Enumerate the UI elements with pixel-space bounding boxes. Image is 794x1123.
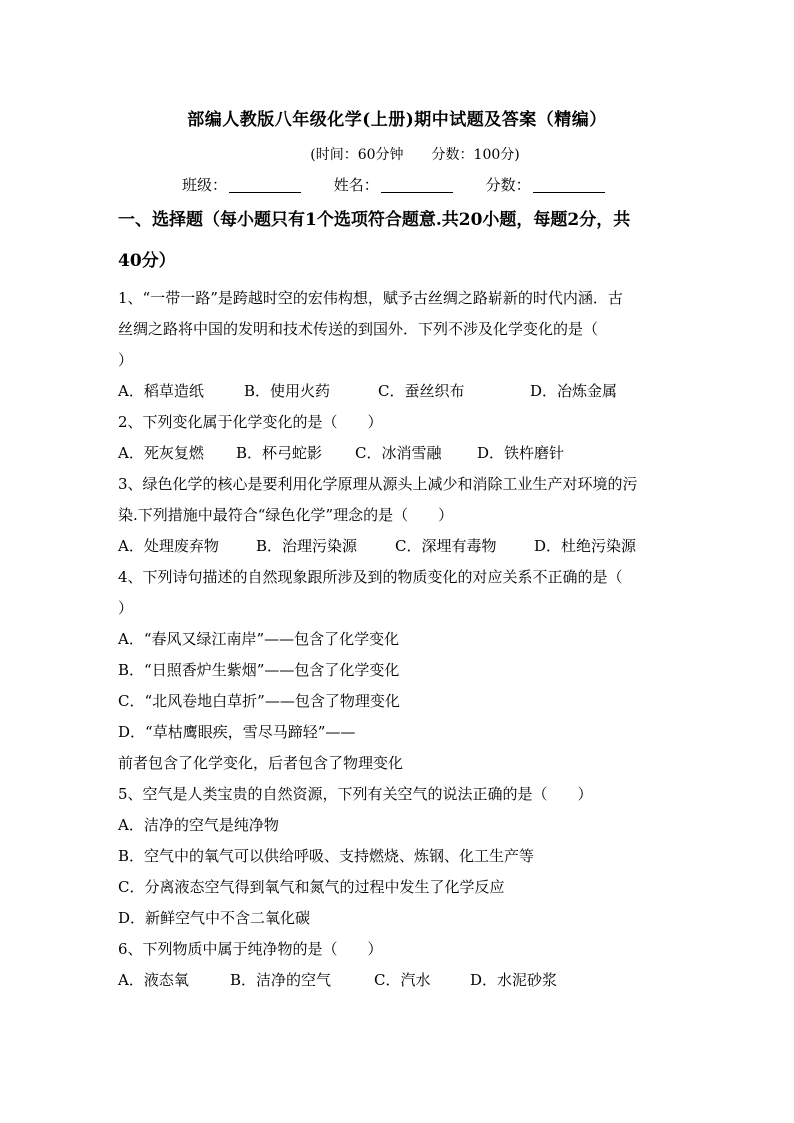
option: C．“北风卷地白草折”——包含了物理变化	[118, 692, 400, 710]
options-row	[118, 965, 680, 996]
question-text-line: 5、空气是人类宝贵的自然资源，下列有关空气的说法正确的是（ ）	[118, 785, 593, 803]
section-heading-line-2: 40分）	[118, 251, 176, 271]
score-label: 分数：	[485, 176, 531, 194]
option: C．汽水	[374, 971, 431, 989]
score-blank[interactable]	[533, 178, 605, 193]
option: B．治理污染源	[256, 537, 358, 555]
option: A．洁净的空气是纯净物	[118, 816, 279, 834]
option: A．死灰复燃	[118, 444, 204, 462]
options-row	[118, 376, 680, 407]
option: C．分离液态空气得到氧气和氮气的过程中发生了化学反应	[118, 878, 505, 896]
page-title: 部编人教版八年级化学(上册)期中试题及答案（精编）	[187, 110, 607, 130]
question-6	[118, 934, 680, 996]
question-text-line: 3、绿色化学的核心是要利用化学原理从源头上减少和消除工业生产对环境的污	[118, 475, 638, 493]
option: D．铁杵磨针	[477, 444, 565, 462]
exam-score: 分数：100分)	[431, 147, 520, 163]
class-field	[182, 174, 301, 195]
question-5	[118, 779, 680, 934]
option: D．水泥砂浆	[470, 971, 558, 989]
question-text-line: 6、下列物质中属于纯净物的是（ ）	[118, 940, 383, 958]
option: B．使用火药	[244, 382, 331, 400]
option: C．深埋有毒物	[395, 537, 497, 555]
student-info-row	[182, 174, 633, 195]
name-label: 姓名：	[333, 176, 379, 194]
question-1	[118, 283, 680, 407]
option: B．洁净的空气	[230, 971, 332, 989]
option: D．杜绝污染源	[534, 537, 637, 555]
score-field	[486, 174, 605, 195]
options-row	[118, 438, 680, 469]
question-text-line: 4、下列诗句描述的自然现象跟所涉及到的物质变化的对应关系不正确的是（	[118, 568, 623, 586]
question-text-line: 1、“一带一路”是跨越时空的宏伟构想，赋予古丝绸之路崭新的时代内涵．古	[118, 289, 623, 307]
class-blank[interactable]	[229, 178, 301, 193]
option: A．“春风又绿江南岸”——包含了化学变化	[118, 630, 400, 648]
question-3	[118, 469, 680, 562]
option: D．新鲜空气中不含二氧化碳	[118, 909, 311, 927]
name-field	[334, 174, 453, 195]
section-heading-line-1: 一、选择题（每小题只有1个选项符合题意.共20小题，每题2分，共	[118, 210, 631, 230]
question-2	[118, 407, 680, 469]
option: C．冰消雪融	[355, 444, 442, 462]
exam-time: (时间：60分钟	[310, 147, 404, 163]
options-row	[118, 531, 680, 562]
questions-list	[118, 283, 680, 996]
section-heading	[118, 200, 688, 282]
option-continuation: 前者包含了化学变化，后者包含了物理变化	[118, 754, 404, 772]
question-text-line: 染.下列措施中最符合“绿色化学”理念的是（ ）	[118, 506, 454, 524]
exam-meta	[0, 144, 794, 164]
option: A．液态氧	[118, 971, 189, 989]
name-blank[interactable]	[381, 178, 453, 193]
question-text-line: ）	[118, 599, 134, 617]
option: A．处理废弃物	[118, 537, 219, 555]
question-text-line: ）	[118, 351, 134, 369]
option: B．“日照香炉生紫烟”——包含了化学变化	[118, 661, 400, 679]
class-label: 班级：	[182, 176, 228, 194]
question-text-line: 2、下列变化属于化学变化的是（ ）	[118, 413, 383, 431]
question-text-line: 丝绸之路将中国的发明和技术传送的到国外．下列不涉及化学变化的是（	[118, 320, 599, 338]
option: B．空气中的氧气可以供给呼吸、支持燃烧、炼钢、化工生产等	[118, 847, 535, 865]
option: D．“草枯鹰眼疾，雪尽马蹄轻”——	[118, 723, 356, 741]
option: A．稻草造纸	[118, 382, 204, 400]
question-4	[118, 562, 680, 779]
option: D．冶炼金属	[530, 382, 618, 400]
option: C．蚕丝织布	[378, 382, 465, 400]
option: B．杯弓蛇影	[236, 444, 323, 462]
